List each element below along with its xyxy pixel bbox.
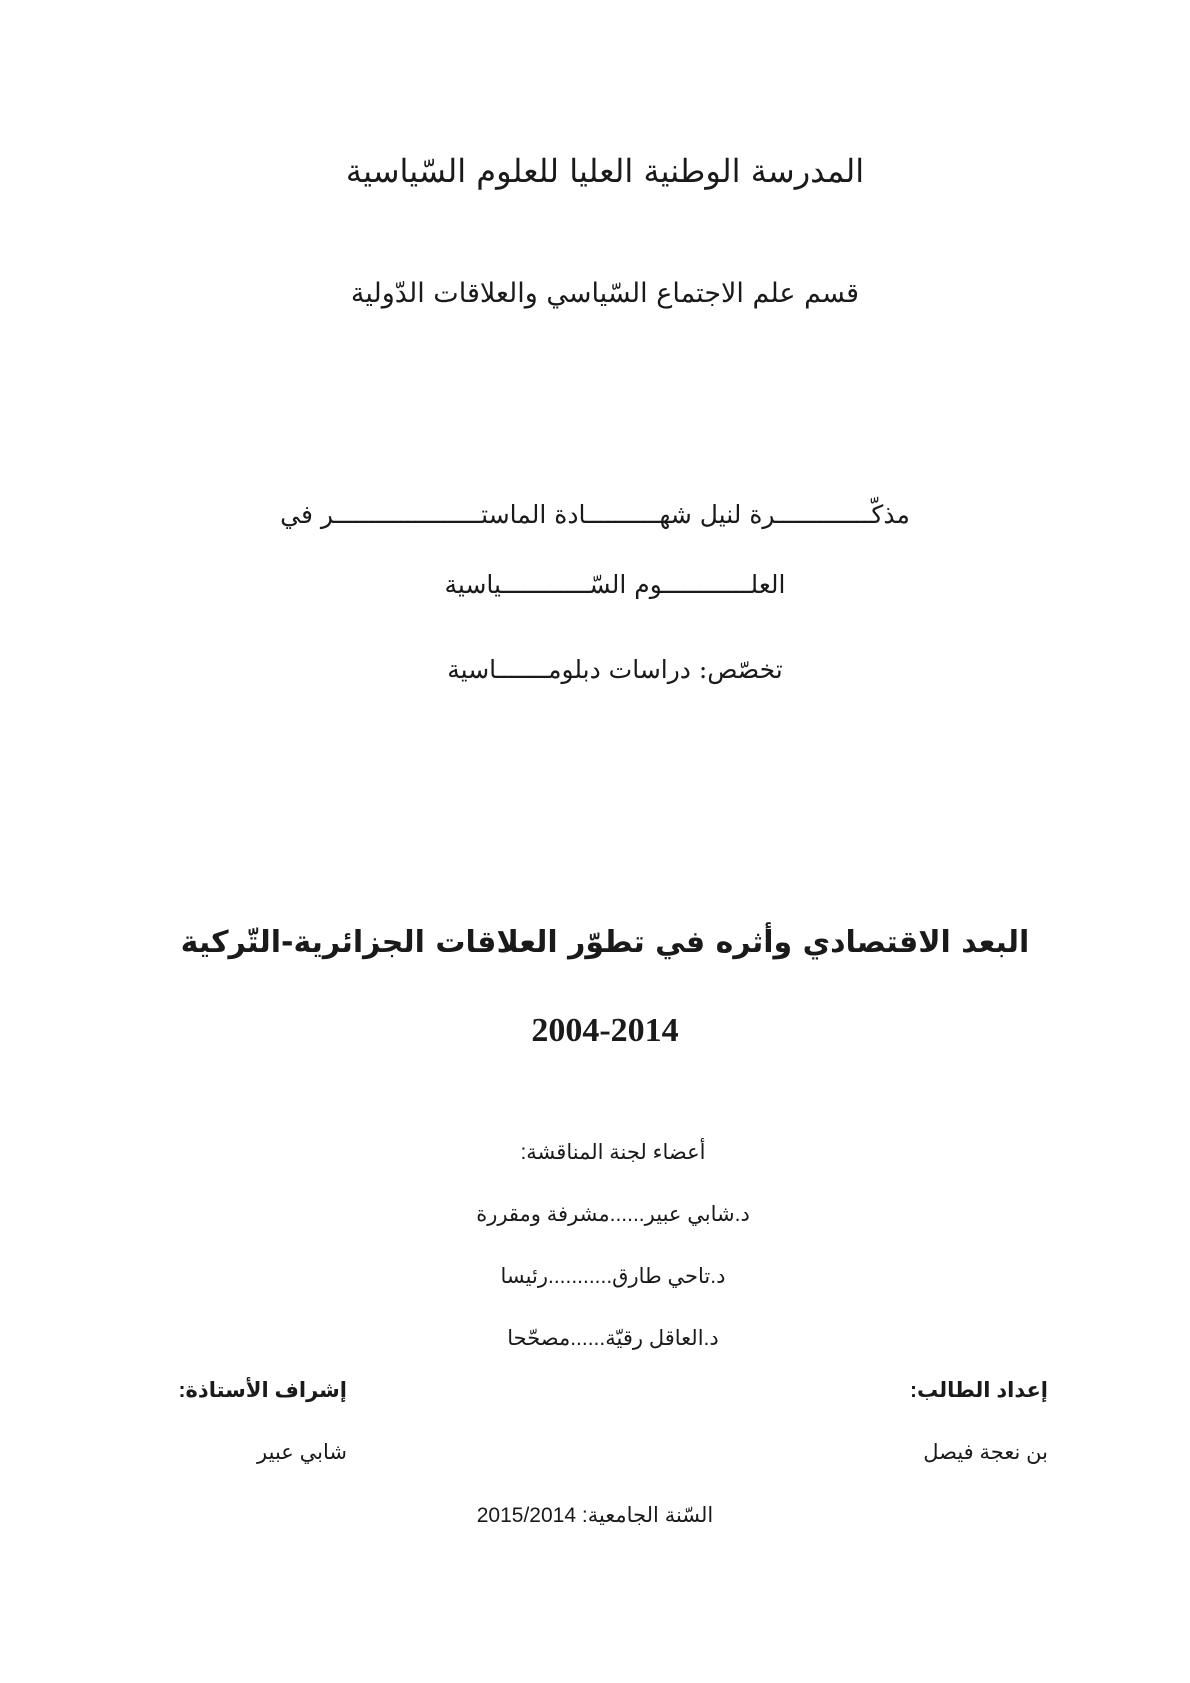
memoir-line-2: العلــــــــــــوم السّــــــــــــياسية [444,570,786,599]
supervisor-name: شابي عبير [257,1441,347,1464]
academic-year [0,1503,1190,1528]
thesis-title: البعد الاقتصادي وأثره في تطوّر العلاقات الجزائرية-التّركية [180,925,1030,960]
school-name: المدرسة الوطنية العليا للعلوم السّياسية [345,152,865,190]
specialty: تخصّص: دراسات دبلومـــــــاسية [447,655,783,684]
memoir-line-1: مذكّـــــــــــــرة لنيل شهــــــــــادة الماستــــــــــــــــــــر في [280,500,910,529]
thesis-years: 2004-2014 [531,1012,679,1049]
committee-member: د.شابي عبير......مشرفة ومقررة [476,1203,750,1226]
student-label: إعداد الطالب: [909,1379,1048,1402]
student-name: بن نعجة فيصل [923,1441,1048,1464]
supervisor-label: إشراف الأستاذة: [178,1379,347,1402]
committee-title: أعضاء لجنة المناقشة: [520,1141,706,1164]
department-name: قسم علم الاجتماع السّياسي والعلاقات الدّولية [350,278,860,309]
committee-member: د.العاقل رقيّة......مصحّحا [507,1327,719,1350]
academic-year-label: السّنة الجامعية: [581,1504,714,1527]
academic-year-value: 2015/2014 [476,1504,577,1527]
committee-member: د.تاحي طارق...........رئيسا [500,1265,726,1288]
